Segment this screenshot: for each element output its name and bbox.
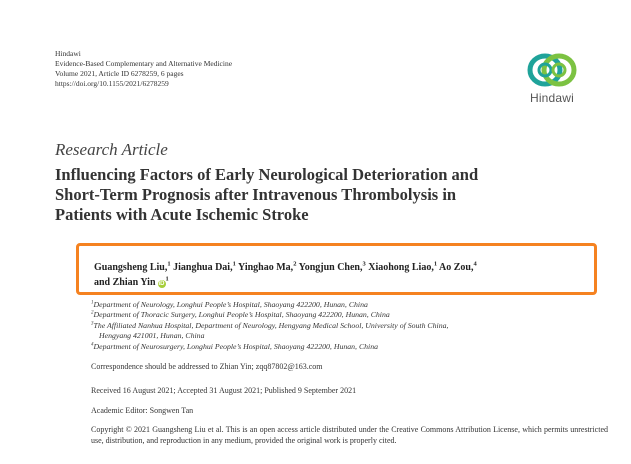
academic-editor: Academic Editor: Songwen Tan [91, 406, 194, 415]
title-line-1: Influencing Factors of Early Neurological Deterioration and [55, 165, 479, 184]
author-name[interactable]: Guangsheng Liu, [94, 262, 168, 273]
author-name[interactable]: Yinghao Ma, [237, 262, 294, 273]
orcid-icon[interactable]: iD [158, 281, 165, 287]
title-line-2: Short-Term Prognosis after Intravenous Thrombolysis in [55, 185, 457, 204]
hindawi-logo-mark [525, 52, 579, 88]
doi-link[interactable]: https://doi.org/10.1155/2021/6278259 [55, 79, 169, 88]
affiliation-item [91, 321, 591, 331]
author-name[interactable]: Yongjun Chen, [298, 262, 363, 273]
journal-meta [55, 49, 232, 89]
article-type: Research Article [55, 140, 168, 159]
volume-info: Volume 2021, Article ID 6278259, 6 pages [55, 69, 184, 78]
affiliation-item [91, 310, 591, 320]
affiliations [91, 300, 591, 352]
author-name[interactable]: and Zhian Yin [94, 277, 156, 288]
author-name[interactable]: Xiaohong Liao, [368, 262, 434, 273]
author-affiliation-ref: 1 [165, 275, 169, 283]
copyright-notice: Copyright © 2021 Guangsheng Liu et al. This is an open access article distributed under the Creative Commons Attribution License, which permits unrestricted use, distribution, and reproduction in any medium, provided the original work is properly cited. [91, 425, 608, 445]
affiliation-number: 2 [91, 310, 94, 316]
publication-dates: Received 16 August 2021; Accepted 31 August 2021; Published 9 September 2021 [91, 386, 357, 395]
affiliation-text: Department of Thoracic Surgery, Longhui People’s Hospital, Shaoyang 422200, Hunan, China [93, 310, 390, 320]
author-name[interactable]: Ao Zou, [439, 262, 474, 273]
affiliation-text: The Affiliated Nanhua Hospital, Department of Neurology, Hengyang Medical School, University of South China, [93, 320, 449, 330]
title-line-3: Patients with Acute Ischemic Stroke [55, 205, 309, 224]
publisher-name: Hindawi [55, 49, 81, 58]
author-affiliation-ref: 2 [293, 260, 297, 268]
author-affiliation-ref: 1 [232, 260, 236, 268]
affiliation-text: Department of Neurosurgery, Longhui People’s Hospital, Shaoyang 422200, Hunan, China [93, 341, 379, 351]
affiliation-continuation: Hengyang 421001, Hunan, China [99, 331, 205, 341]
author-affiliation-ref: 1 [167, 260, 171, 268]
author-name[interactable]: Jianghua Dai, [173, 262, 233, 273]
author-affiliation-ref: 1 [433, 260, 438, 268]
author-list [94, 260, 584, 290]
author-affiliation-ref: 4 [473, 260, 477, 268]
article-title [55, 165, 575, 225]
journal-name: Evidence-Based Complementary and Alternative Medicine [55, 59, 233, 68]
affiliation-item [91, 300, 591, 310]
affiliation-number: 1 [91, 300, 94, 306]
correspondence-note: Correspondence should be addressed to Zhian Yin; zqq87802@163.com [91, 362, 323, 371]
affiliation-text: Department of Neurology, Longhui People’s Hospital, Shaoyang 422200, Hunan, China [93, 300, 368, 309]
affiliation-number: 4 [91, 342, 94, 348]
hindawi-logo[interactable] [522, 52, 582, 112]
author-affiliation-ref: 3 [362, 260, 366, 268]
affiliation-item [91, 342, 591, 352]
logo-text: Hindawi [529, 91, 575, 105]
affiliation-number: 3 [91, 321, 94, 327]
